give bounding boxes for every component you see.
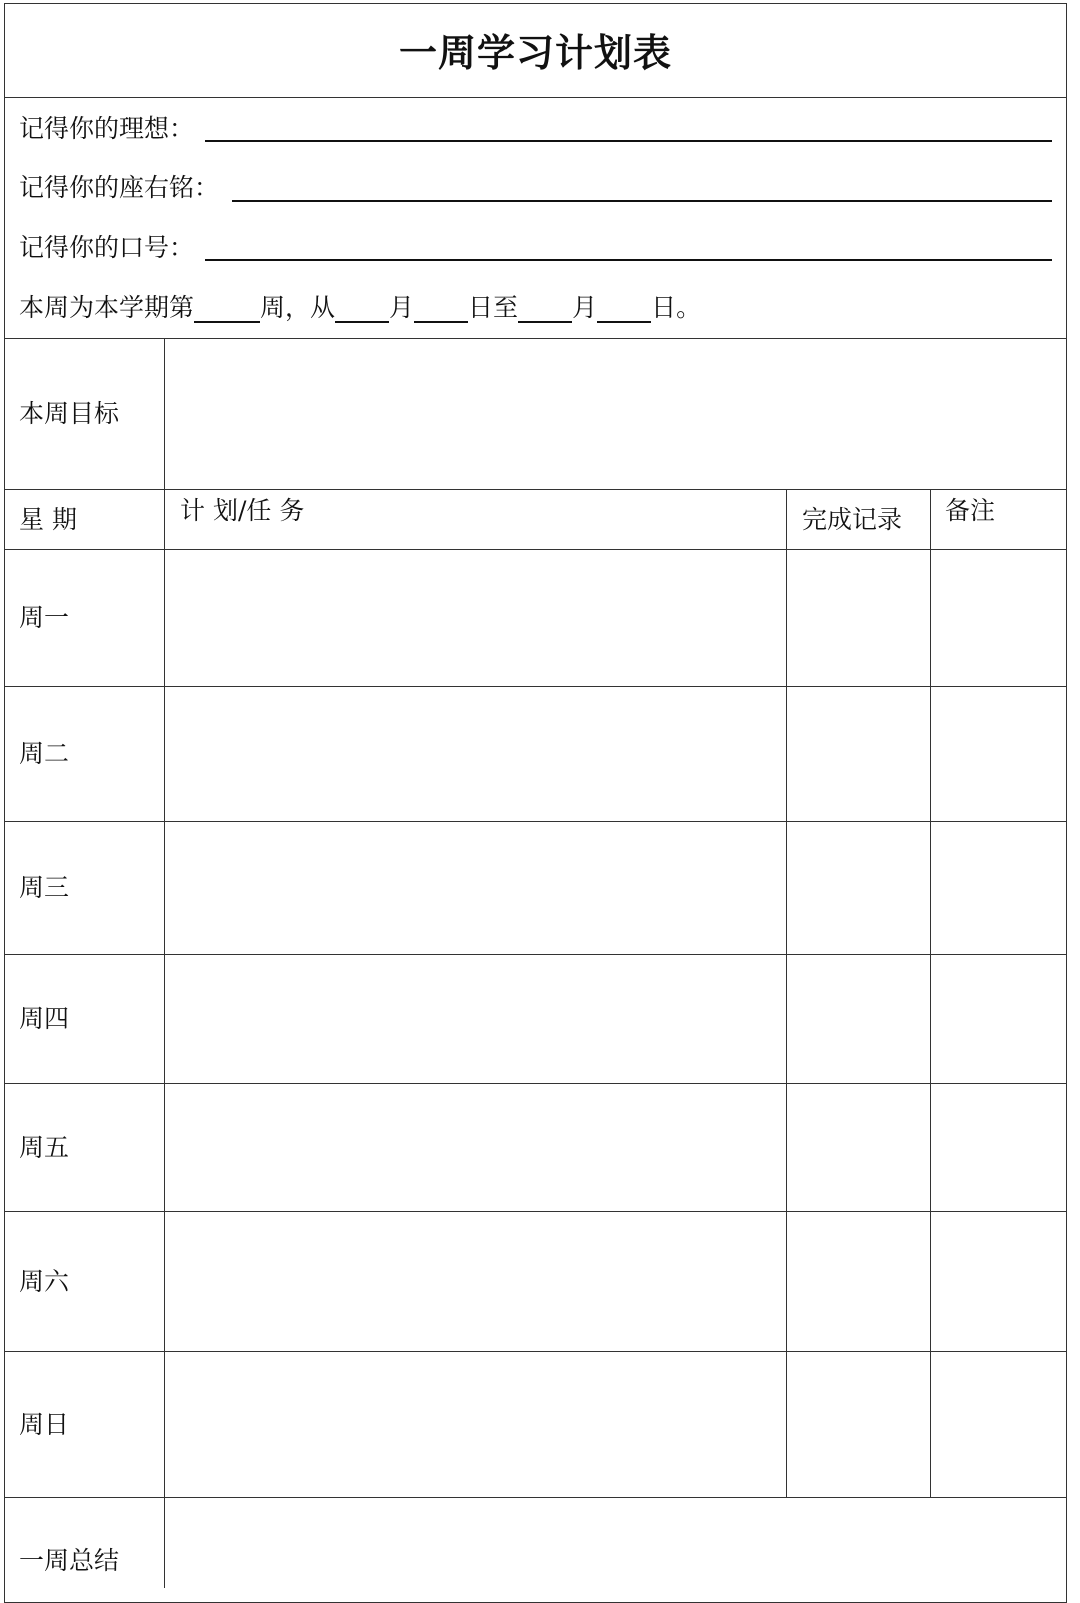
weekly-goal-label: 本周目标 — [19, 399, 120, 428]
divider — [786, 489, 787, 1497]
ideal-label: 记得你的理想： — [19, 114, 195, 143]
day-label-thursday: 周四 — [19, 1004, 70, 1033]
day-label-friday: 周五 — [19, 1133, 70, 1162]
week-info-text: 本周为本学期第 — [19, 293, 195, 322]
week-info-text: 月 — [572, 293, 598, 322]
motto-field[interactable] — [232, 200, 1052, 202]
start-day-field[interactable] — [414, 295, 468, 323]
weekly-summary-label: 一周总结 — [19, 1546, 120, 1575]
week-number-field[interactable] — [194, 295, 260, 323]
weekly-goal-cell[interactable] — [166, 340, 1065, 487]
plan-column-header: 计 划/任 务 — [180, 496, 305, 525]
week-info-text: 日至 — [468, 293, 519, 322]
week-info-text: 周，从 — [260, 293, 336, 322]
weekly-summary-cell[interactable] — [166, 1499, 1065, 1582]
divider — [164, 338, 165, 1588]
day-label-sunday: 周日 — [19, 1410, 70, 1439]
record-column-header: 完成记录 — [802, 505, 903, 534]
day-label-wednesday: 周三 — [19, 873, 70, 902]
week-info-line — [19, 293, 701, 323]
motto-label: 记得你的座右铭： — [19, 173, 220, 202]
page-title: 一周学习计划表 — [398, 30, 672, 75]
day-label-saturday: 周六 — [19, 1267, 70, 1296]
ideal-field[interactable] — [205, 140, 1052, 142]
day-label-tuesday: 周二 — [19, 739, 70, 768]
day-column-header: 星 期 — [19, 505, 77, 534]
divider — [4, 97, 1067, 98]
note-column-header: 备注 — [945, 496, 996, 525]
end-month-field[interactable] — [518, 295, 572, 323]
slogan-label: 记得你的口号： — [19, 233, 195, 262]
week-info-text: 月 — [389, 293, 415, 322]
week-info-text: 日。 — [651, 293, 702, 322]
start-month-field[interactable] — [335, 295, 389, 323]
divider — [930, 489, 931, 1497]
slogan-field[interactable] — [205, 259, 1052, 261]
end-day-field[interactable] — [597, 295, 651, 323]
day-label-monday: 周一 — [19, 603, 70, 632]
